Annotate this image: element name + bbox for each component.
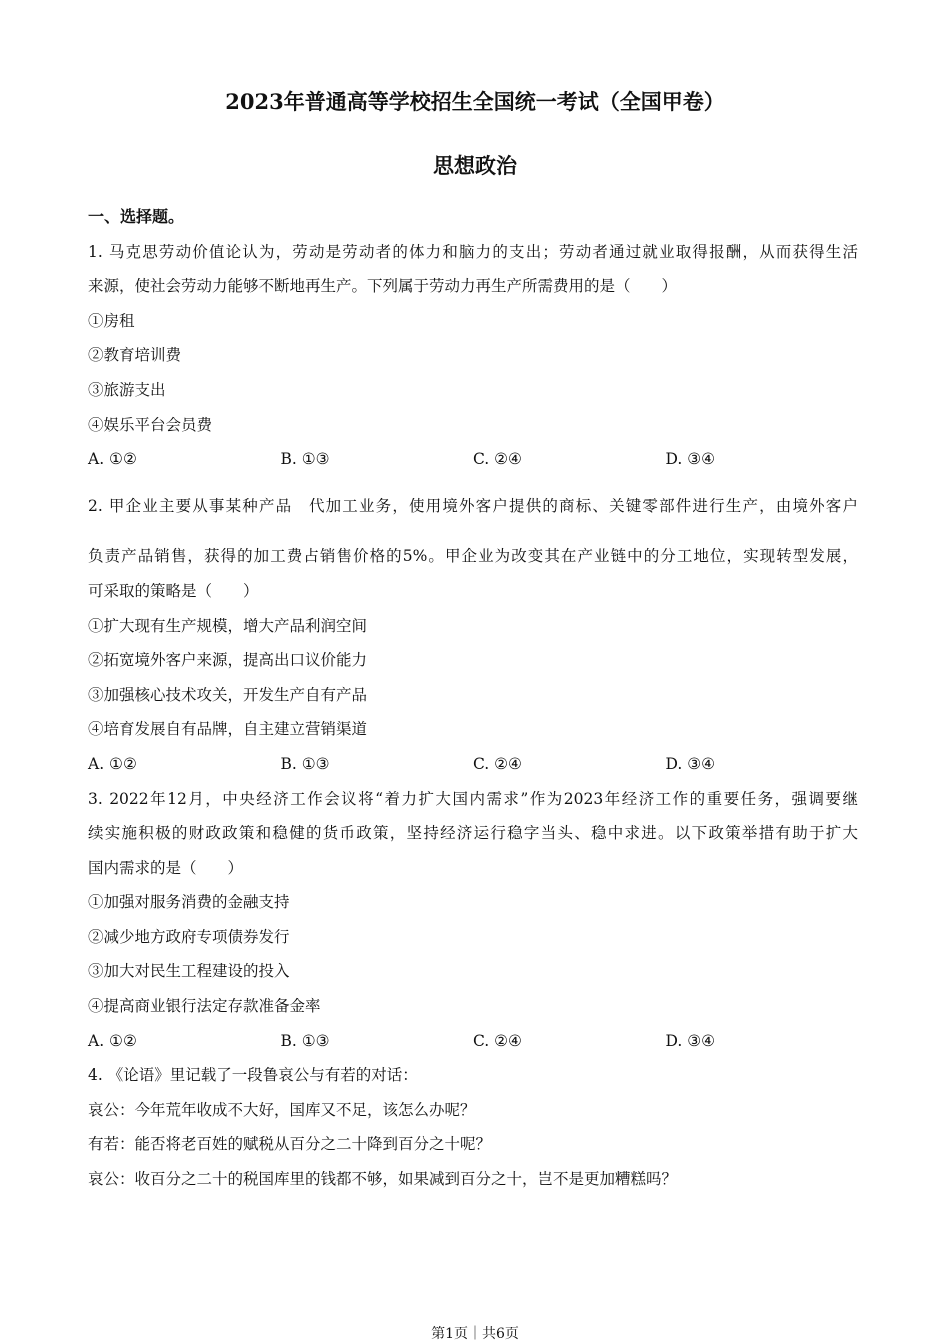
- question-text: 国内需求的是（ ）: [88, 858, 244, 877]
- section-heading: 一、选择题。: [88, 207, 185, 226]
- statement: ③加大对民生工程建设的投入: [88, 962, 290, 981]
- dialogue-line: 有若：能否将老百姓的赋税从百分之二十降到百分之十呢？: [88, 1135, 492, 1154]
- question-text: 1. 马克思劳动价值论认为，劳动是劳动者的体力和脑力的支出；劳动者通过就业取得报酬，从而获得生活: [88, 242, 858, 261]
- choice-b: B. ①③: [280, 754, 330, 773]
- statement: ②教育培训费: [88, 346, 182, 365]
- statement: ①扩大现有生产规模，增大产品利润空间: [88, 616, 368, 635]
- statement: ②减少地方政府专项债券发行: [88, 927, 290, 946]
- question-text: 续实施积极的财政政策和稳健的货币政策，坚持经济运行稳字当头、稳中求进。以下政策举措有助于扩大: [88, 824, 858, 843]
- exam-title: 2023年普通高等学校招生全国统一考试（全国甲卷）: [225, 89, 725, 114]
- choice-d: D. ③④: [665, 450, 716, 469]
- choice-d: D. ③④: [665, 754, 716, 773]
- choice-b: B. ①③: [280, 1031, 330, 1050]
- question-text: 来源，使社会劳动力能够不断地再生产。下列属于劳动力再生产所需费用的是（ ）: [88, 277, 678, 296]
- choice-b: B. ①③: [280, 450, 330, 469]
- choice-a: A. ①②: [88, 754, 137, 773]
- choice-a: A. ①②: [88, 1031, 137, 1050]
- question-2: [88, 489, 858, 782]
- choice-d: D. ③④: [665, 1031, 716, 1050]
- answer-choices: [88, 747, 858, 782]
- question-text: 3. 2022年12月，中央经济工作会议将“着力扩大国内需求”作为2023年经济工作的重要任务，强调要继: [88, 789, 858, 808]
- choice-c: C. ②④: [473, 1031, 522, 1050]
- question-text: 负责产品销售，获得的加工费占销售价格的5%。甲企业为改变其在产业链中的分工地位，实现转型发展，: [88, 547, 858, 566]
- question-3: [88, 782, 858, 1059]
- statement: ③加强核心技术攻关，开发生产自有产品: [88, 685, 368, 704]
- statement: ③旅游支出: [88, 380, 166, 399]
- statement: ②拓宽境外客户来源，提高出口议价能力: [88, 651, 368, 670]
- statement: ①房租: [88, 311, 135, 330]
- statement: ①加强对服务消费的金融支持: [88, 893, 290, 912]
- page-footer: 第1页｜共6页: [431, 1326, 519, 1342]
- answer-choices: [88, 442, 858, 477]
- statement: ④培育发展自有品牌，自主建立营销渠道: [88, 720, 368, 739]
- dialogue-line: 哀公：收百分之二十的税国库里的钱都不够，如果减到百分之十，岂不是更加糟糕吗？: [88, 1170, 678, 1189]
- question-text: 可采取的策略是（ ）: [88, 581, 259, 600]
- subject-title: 思想政治: [433, 153, 517, 178]
- statement: ④提高商业银行法定存款准备金率: [88, 997, 321, 1016]
- choice-c: C. ②④: [473, 450, 522, 469]
- question-text: 2. 甲企业主要从事某种产品 代加工业务，使用境外客户提供的商标、关键零部件进行生产，由境外客户: [88, 496, 858, 515]
- question-text: 4. 《论语》里记载了一段鲁哀公与有若的对话：: [88, 1066, 418, 1085]
- choice-a: A. ①②: [88, 450, 137, 469]
- dialogue-line: 哀公：今年荒年收成不大好，国库又不足，该怎么办呢？: [88, 1100, 476, 1119]
- answer-choices: [88, 1024, 858, 1059]
- question-1: [88, 235, 858, 477]
- document-body: [88, 200, 858, 1197]
- choice-c: C. ②④: [473, 754, 522, 773]
- statement: ④娱乐平台会员费: [88, 415, 213, 434]
- question-4: [88, 1058, 858, 1196]
